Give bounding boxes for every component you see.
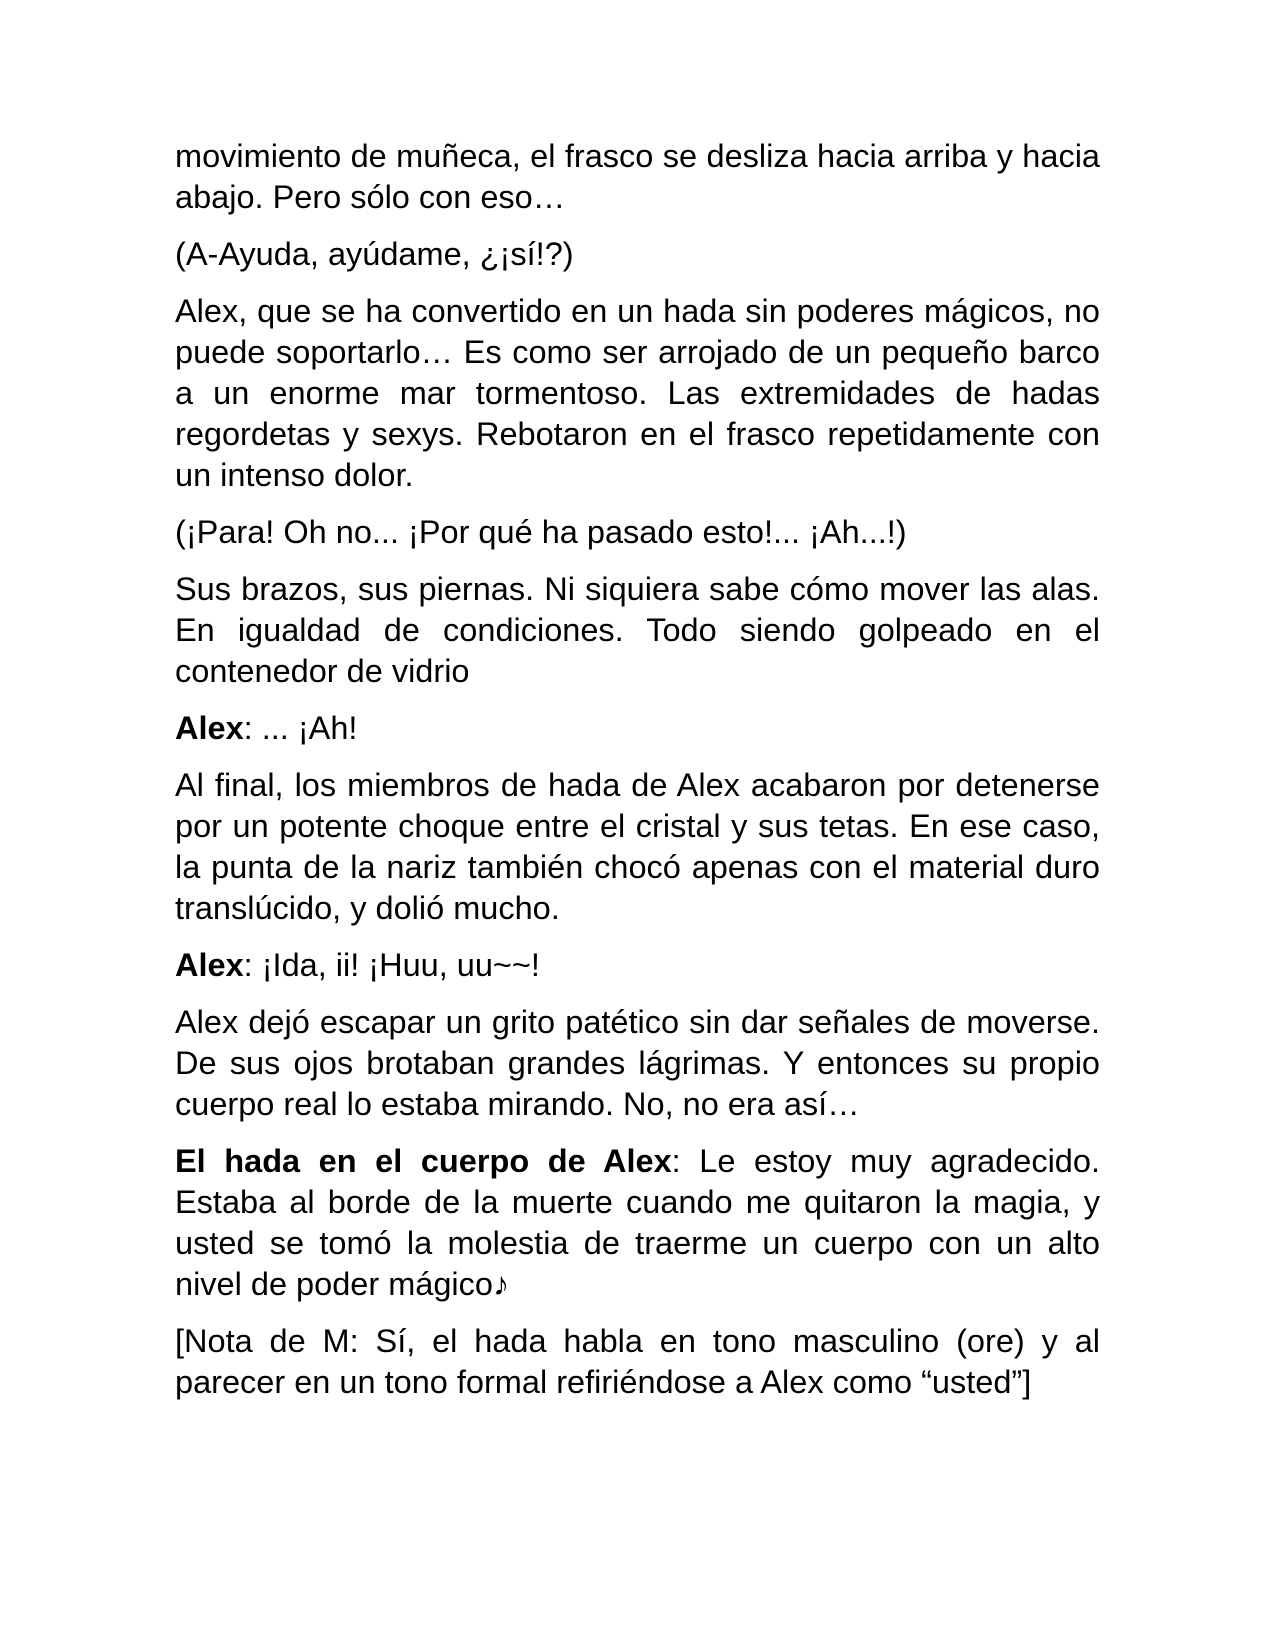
speaker-name: Alex <box>175 947 244 983</box>
paragraph-2: Alex, que se ha convertido en un hada sin poderes mágicos, no puede soportarlo… Es como ser arrojado de un pequeño barco a un enorme mar tormentoso. Las extremidades de hadas regordetas y sexys. Rebotaron en el frasco repetidamente con un intenso dolor. <box>175 293 1100 493</box>
dialogue-text: : Le estoy muy agradecido. Estaba al borde de la muerte cuando me quitaron la magia, y usted se tomó la molestia de traerme un cuerpo con un alto nivel de poder mágico♪ <box>175 1143 1100 1302</box>
paragraph-1: movimiento de muñeca, el frasco se desliza hacia arriba y hacia abajo. Pero sólo con eso… <box>175 138 1100 215</box>
dialogue-line-1 <box>175 708 1100 749</box>
dialogue-text: : ¡Ida, ii! ¡Huu, uu~~! <box>243 947 540 983</box>
paragraph-5: Alex dejó escapar un grito patético sin dar señales de moverse. De sus ojos brotaban grandes lágrimas. Y entonces su propio cuerpo real lo estaba mirando. No, no era así… <box>175 1004 1100 1122</box>
speaker-name: El hada en el cuerpo de Alex <box>175 1143 672 1179</box>
thought-line-1: (A-Ayuda, ayúdame, ¿¡sí!?) <box>175 236 574 272</box>
dialogue-text: : ... ¡Ah! <box>243 710 358 746</box>
paragraph-4: Al final, los miembros de hada de Alex acabaron por detenerse por un potente choque entre el cristal y sus tetas. En ese caso, la punta de la nariz también chocó apenas con el material duro translúcido, y dolió mucho. <box>175 767 1100 926</box>
dialogue-line-3 <box>175 1141 1100 1305</box>
document-page <box>175 136 1100 1419</box>
thought-line-2: (¡Para! Oh no... ¡Por qué ha pasado esto!... ¡Ah...!) <box>175 514 907 550</box>
paragraph-3: Sus brazos, sus piernas. Ni siquiera sabe cómo mover las alas. En igualdad de condiciones. Todo siendo golpeado en el contenedor de vidrio <box>175 571 1100 689</box>
dialogue-line-2 <box>175 945 1100 986</box>
speaker-name: Alex <box>175 710 244 746</box>
translator-note: [Nota de M: Sí, el hada habla en tono masculino (ore) y al parecer en un tono formal refiriéndose a Alex como “usted”] <box>175 1323 1100 1400</box>
